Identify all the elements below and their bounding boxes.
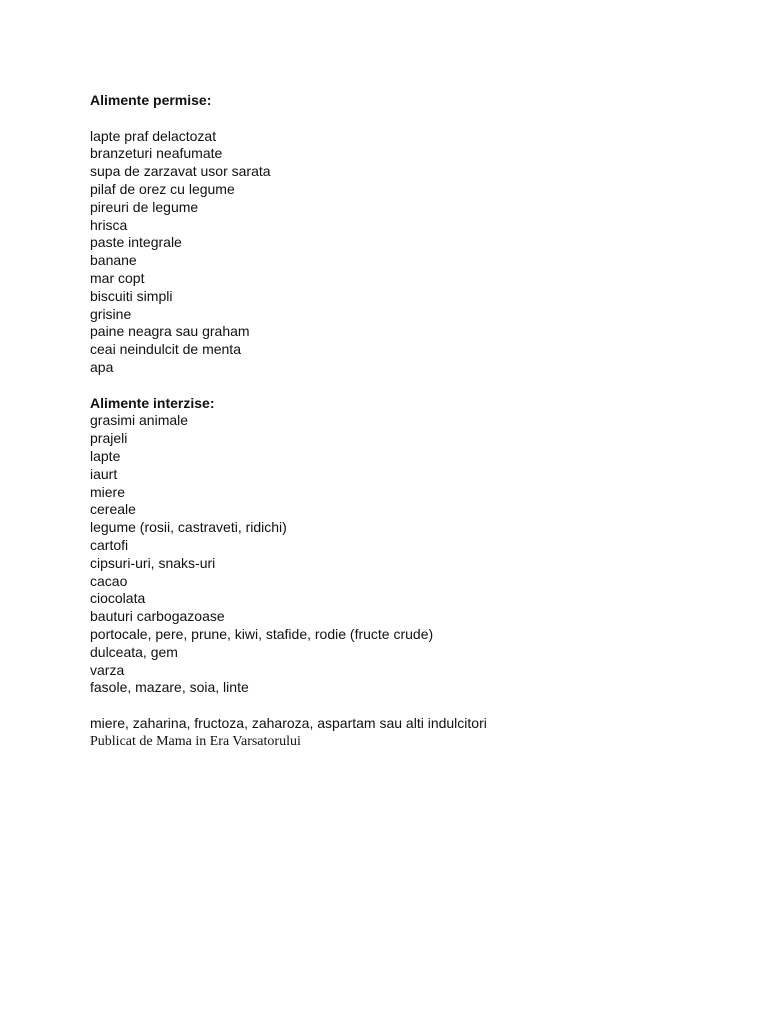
list-item: lapte praf delactozat — [90, 127, 217, 144]
list-item: biscuiti simpli — [90, 287, 173, 304]
list-item: cartofi — [90, 536, 129, 553]
list-item: ceai neindulcit de menta — [90, 341, 241, 358]
forbidden-foods-list — [90, 412, 730, 697]
list-item: iaurt — [90, 465, 118, 482]
sweeteners-line: miere, zaharina, fructoza, zaharoza, aspartam sau alti indulcitori — [90, 714, 487, 731]
list-item: hrisca — [90, 216, 128, 233]
list-item: dulceata, gem — [90, 643, 178, 660]
list-item: ciocolata — [90, 590, 146, 607]
list-item: fasole, mazare, soia, linte — [90, 679, 249, 696]
list-item: miere — [90, 483, 126, 500]
list-item: lapte — [90, 447, 121, 464]
list-item: pilaf de orez cu legume — [90, 180, 235, 197]
allowed-foods-heading: Alimente permise: — [90, 92, 212, 108]
list-item: varza — [90, 661, 125, 678]
list-item: cereale — [90, 501, 136, 518]
spacer — [90, 377, 730, 395]
list-item: banane — [90, 252, 137, 269]
document-page — [90, 92, 730, 750]
spacer — [90, 110, 730, 128]
list-item: branzeturi neafumate — [90, 145, 223, 162]
spacer — [90, 697, 730, 715]
list-item: cacao — [90, 572, 128, 589]
list-item: paste integrale — [90, 234, 182, 251]
list-item: grasimi animale — [90, 412, 189, 429]
list-item: grisine — [90, 305, 132, 322]
list-item: cipsuri-uri, snaks-uri — [90, 554, 216, 571]
list-item: apa — [90, 358, 114, 375]
list-item: portocale, pere, prune, kiwi, stafide, rodie (fructe crude) — [90, 625, 434, 642]
list-item: mar copt — [90, 269, 145, 286]
list-item: prajeli — [90, 430, 128, 447]
list-item: paine neagra sau graham — [90, 323, 250, 340]
publisher-line: Publicat de Mama in Era Varsatorului — [90, 733, 301, 749]
forbidden-foods-heading: Alimente interzise: — [90, 394, 215, 411]
list-item: legume (rosii, castraveti, ridichi) — [90, 519, 287, 536]
list-item: bauturi carbogazoase — [90, 608, 225, 625]
list-item: pireuri de legume — [90, 198, 199, 215]
allowed-foods-list — [90, 128, 730, 377]
list-item: supa de zarzavat usor sarata — [90, 163, 271, 180]
